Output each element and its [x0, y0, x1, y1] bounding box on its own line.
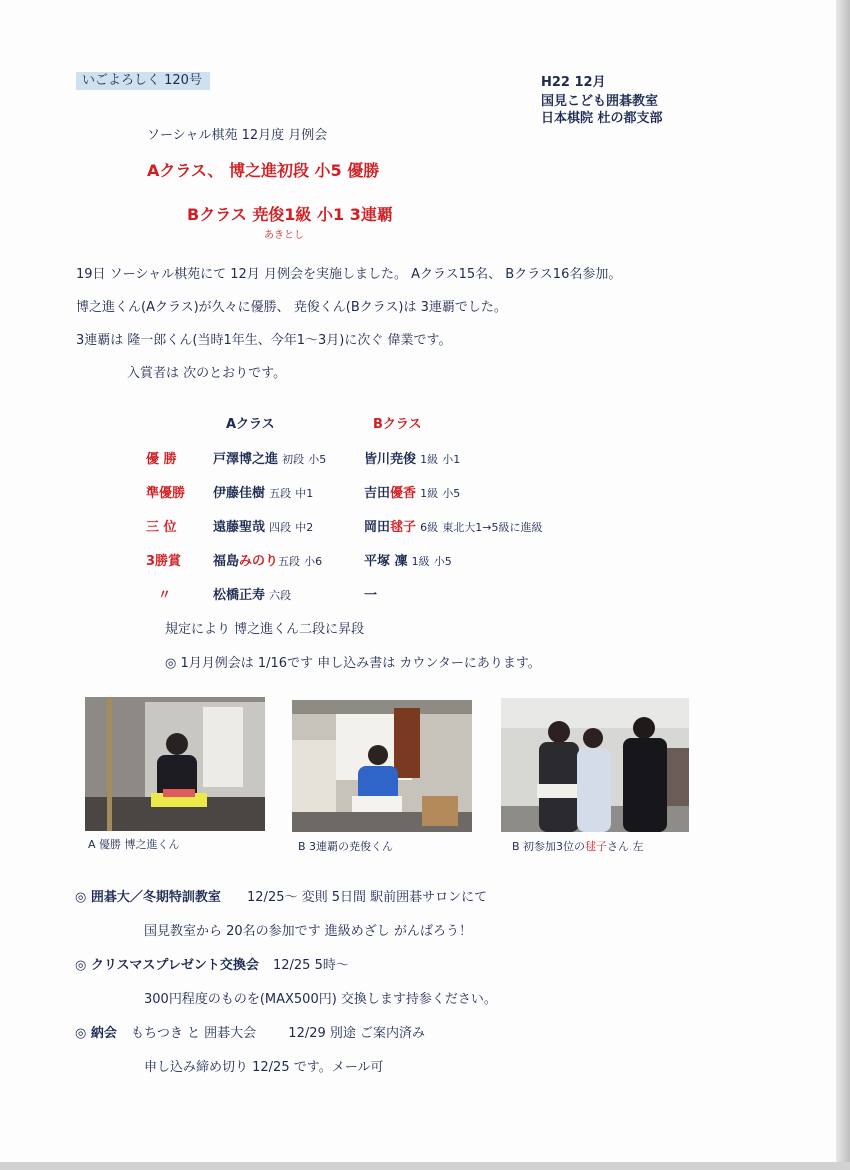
winner-a: 伊藤佳樹 五段 中1	[213, 486, 314, 501]
column-a-header: Aクラス	[226, 417, 275, 432]
paragraph-4: 入賞者は 次のとおりです。	[127, 366, 287, 381]
scan-edge-right	[836, 0, 850, 1170]
rank-label: 優 勝	[146, 452, 177, 467]
winner-b: 吉田優香 1級 小5	[364, 486, 461, 501]
issue-label: いごよろしく 120号	[76, 72, 210, 90]
winner-b: 岡田毬子 6級 東北大1→5級に進級	[364, 520, 543, 535]
header-branch: 日本棋院 杜の都支部	[541, 111, 663, 126]
header-school: 国見こども囲碁教室	[541, 94, 659, 109]
rank-label: 〃	[158, 588, 172, 603]
page-title: ソーシャル棋苑 12月度 月例会	[147, 128, 328, 143]
paragraph-1: 19日 ソーシャル棋苑にて 12月 月例会を実施しました。 Aクラス15名、 Bクラス16名参加。	[76, 267, 622, 282]
caption-photo-a: A 優勝 博之進くん	[88, 838, 180, 851]
next-meeting-note: ◎ 1月月例会は 1/16です 申し込み書は カウンターにあります。	[165, 656, 541, 671]
column-b-header: Bクラス	[373, 417, 422, 432]
event-christmas-note: 300円程度のものを(MAX500円) 交換します持参ください。	[144, 992, 497, 1007]
caption-photo-b: B 3連覇の尭俊くん	[298, 840, 394, 853]
rank-label: 準優勝	[146, 486, 186, 501]
header-date: H22 12月	[541, 75, 606, 90]
winner-b: 一	[364, 588, 378, 603]
event-winter-class: ◎ 囲碁大／冬期特訓教室 12/25～ 変則 5日間 駅前囲碁サロンにて	[75, 890, 488, 905]
event-winter-class-note: 国見教室から 20名の参加です 進級めざし がんばろう！	[144, 924, 472, 939]
winner-a: 戸澤博之進 初段 小5	[213, 452, 327, 467]
photo-b-illustration	[292, 700, 472, 832]
photo-a-winner	[85, 697, 265, 831]
scan-edge-bottom	[0, 1162, 850, 1170]
photo-a-illustration	[85, 697, 265, 831]
headline-a: Aクラス、 博之進初段 小5 優勝	[147, 161, 380, 180]
winner-b: 皆川尭俊 1級 小1	[364, 452, 461, 467]
winner-b: 平塚 凜 1級 小5	[364, 554, 452, 569]
caption-photo-c: B 初参加3位の毬子さん 左	[512, 840, 644, 853]
ruby-text: あきとし	[264, 230, 304, 241]
paragraph-3: 3連覇は 隆一郎くん(当時1年生、今年1～3月)に次ぐ 偉業です。	[76, 333, 452, 348]
rank-label: 三 位	[146, 520, 177, 535]
event-year-end: ◎ 納会 もちつき と 囲碁大会 12/29 別途 ご案内済み	[75, 1026, 426, 1041]
photo-c-illustration	[501, 698, 689, 832]
paragraph-2: 博之進くん(Aクラス)が久々に優勝、 尭俊くん(Bクラス)は 3連覇でした。	[76, 300, 507, 315]
headline-b: Bクラス 尭俊1級 小1 3連覇	[187, 205, 393, 224]
winner-a: 松橋正寿 六段	[213, 588, 292, 603]
rank-label: 3勝賞	[146, 554, 182, 569]
winner-a: 福島みのり五段 小6	[213, 554, 323, 569]
promotion-note: 規定により 博之進くん二段に昇段	[165, 622, 365, 637]
event-christmas: ◎ クリスマスプレゼント交換会 12/25 5時～	[75, 958, 349, 973]
event-year-end-note: 申し込み締め切り 12/25 です。メール可	[144, 1060, 384, 1075]
photo-b-third	[501, 698, 689, 832]
winner-a: 遠藤聖哉 四段 中2	[213, 520, 314, 535]
photo-b-winner	[292, 700, 472, 832]
